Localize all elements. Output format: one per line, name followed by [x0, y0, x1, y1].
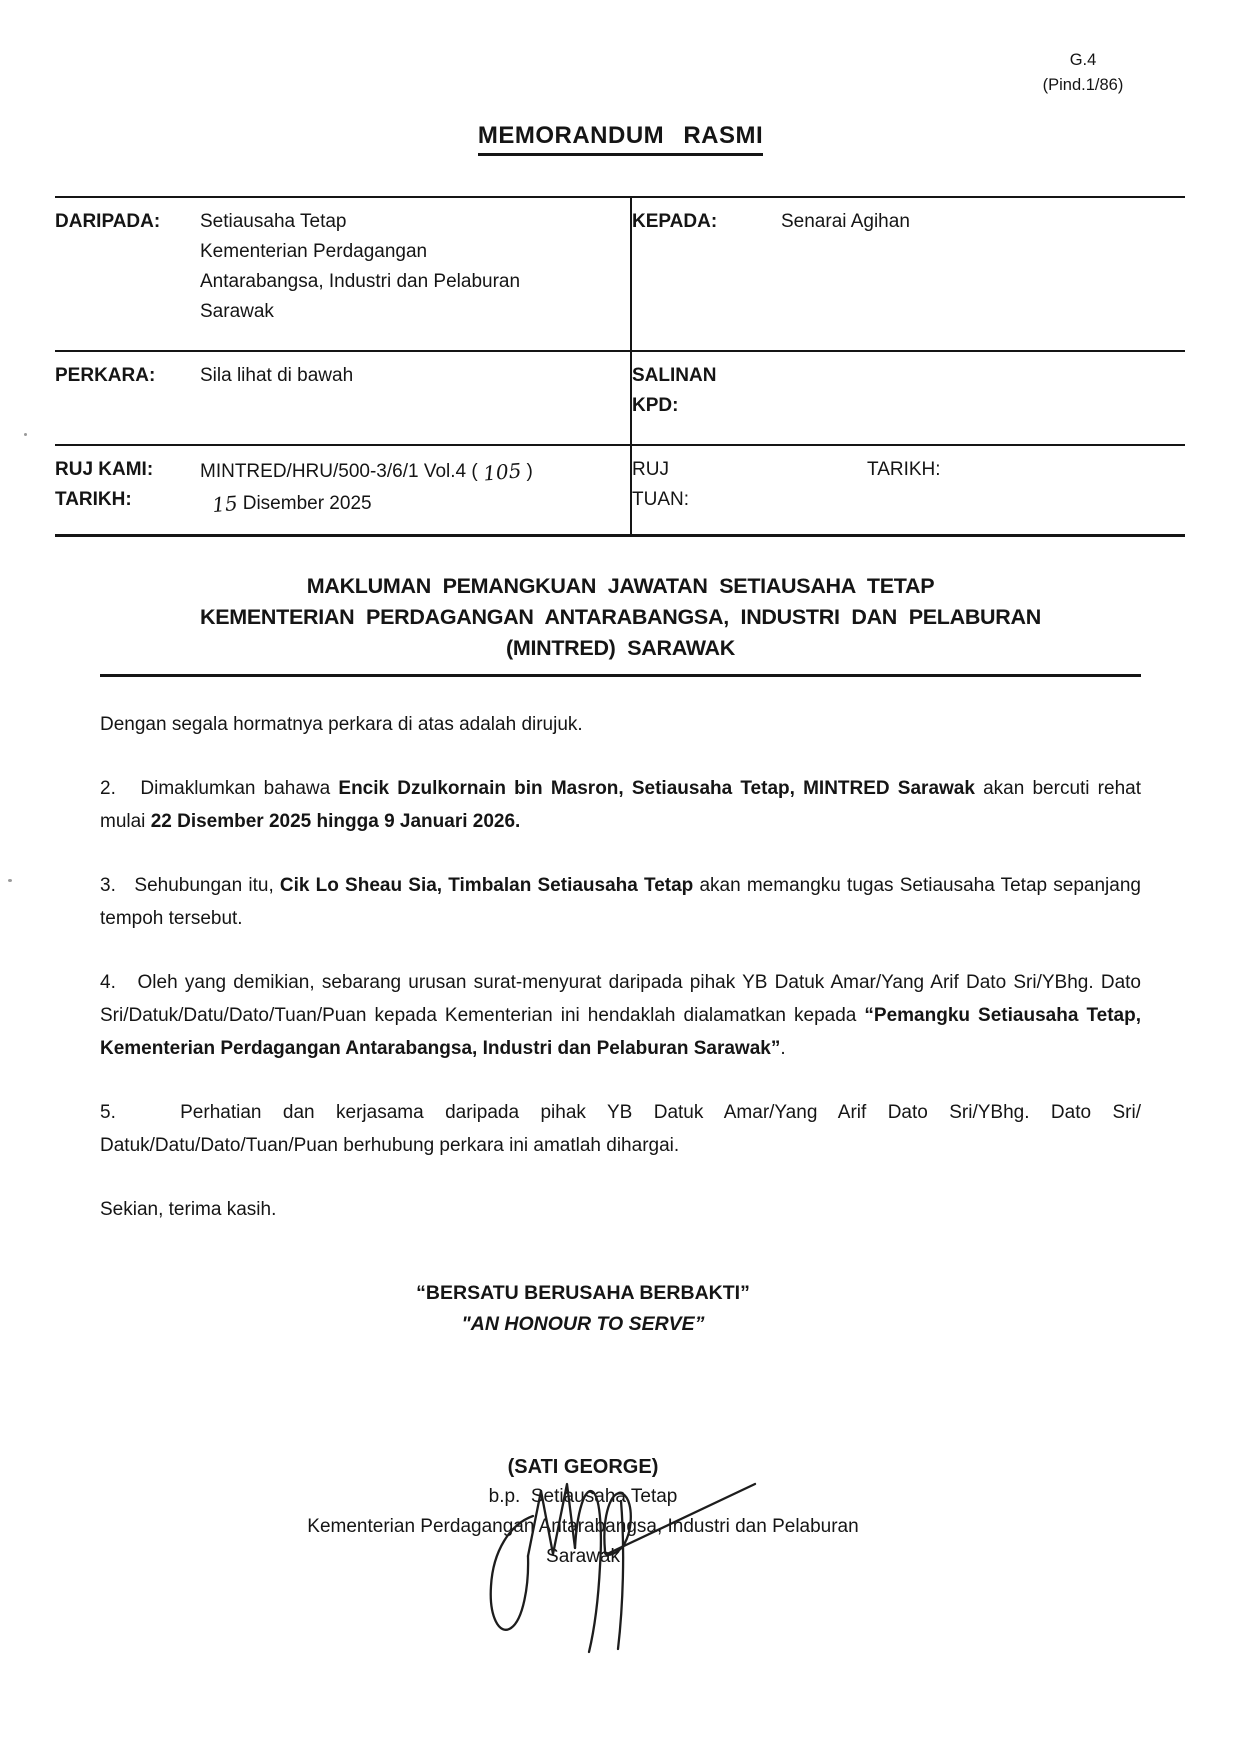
- motto-line2: "AN HONOUR TO SERVE”: [461, 1313, 705, 1335]
- ruj-kami-tarikh-values: [200, 445, 631, 536]
- table-row-ruj-tarikh: [55, 445, 1185, 536]
- subject-line2: KEMENTERIAN PERDAGANGAN ANTARABANGSA, INDUSTRI DAN PELABURAN: [200, 605, 1041, 629]
- signature-org-line: Kementerian Perdagangan Antarabangsa, Industri dan Pelaburan: [307, 1516, 859, 1537]
- daripada-line: Sarawak: [200, 301, 274, 322]
- daripada-line: Kementerian Perdagangan: [200, 241, 428, 262]
- kepada-label: KEPADA:: [631, 197, 781, 351]
- signature-block: [0, 1452, 1241, 1572]
- paragraph-2: 2. Dimaklumkan bahawa Encik Dzulkornain bin Masron, Setiausaha Tetap, MINTRED Sarawak akan bercuti rehat mulai 22 Disember 2025 hingga 9 Januari 2026.: [100, 778, 1141, 832]
- handwritten-reference-number: 105: [482, 458, 523, 486]
- ruj-tuan-label: RUJ TUAN:: [632, 459, 689, 510]
- page-title: MEMORANDUM RASMI: [478, 122, 763, 156]
- paragraph-1: Dengan segala hormatnya perkara di atas adalah dirujuk.: [100, 714, 583, 735]
- scan-artifact: [24, 433, 27, 436]
- daripada-line: Antarabangsa, Industri dan Pelaburan: [200, 271, 521, 292]
- motto-line1: “BERSATU BERUSAHA BERBAKTI”: [416, 1282, 750, 1304]
- tarikh-value: 15 Disember 2025: [200, 487, 626, 519]
- scan-artifact: [8, 879, 12, 882]
- motto: [0, 1278, 1241, 1340]
- tarikh-tuan-label: TARIKH:: [867, 459, 941, 480]
- daripada-value: [200, 197, 631, 351]
- ruj-tuan-cell: [631, 445, 1185, 536]
- subject-line1: MAKLUMAN PEMANGKUAN JAWATAN SETIAUSAHA TETAP: [306, 574, 935, 598]
- signatory-name: (SATI GEORGE): [507, 1456, 659, 1478]
- tarikh-label: TARIKH:: [55, 489, 132, 510]
- daripada-line: Setiausaha Tetap: [200, 211, 347, 232]
- kepada-value: Senarai Agihan: [781, 211, 910, 232]
- ruj-kami-label: RUJ KAMI:: [55, 459, 154, 480]
- ruj-kami-value: MINTRED/HRU/500-3/6/1 Vol.4 ( 105 ): [200, 455, 626, 487]
- subject-heading: [100, 571, 1141, 677]
- form-code-number: G.4: [1069, 51, 1097, 69]
- perkara-value: Sila lihat di bawah: [200, 351, 631, 445]
- paragraph-4: 4. Oleh yang demikian, sebarang urusan surat-menyurat daripada pihak YB Datuk Amar/Yang Arif Dato Sri/YBhg. Dato Sri/Datuk/Datu/Dato/Tuan/Puan kepada Kementerian ini hendaklah dialamatkan kepada “Pemangku Setiausaha Tetap, Kementerian Perdagangan Antarabangsa, Industri dan Pelaburan Sarawak”.: [100, 972, 1141, 1059]
- salinan-label-line2: KPD:: [632, 395, 679, 416]
- signature-org-line2: Sarawak: [546, 1546, 620, 1567]
- salinan-cell: [631, 351, 1185, 445]
- memo-header-table: [55, 196, 1185, 537]
- form-code: [1008, 48, 1158, 98]
- paragraph-3: 3. Sehubungan itu, Cik Lo Sheau Sia, Timbalan Setiausaha Tetap akan memangku tugas Setiausaha Tetap sepanjang tempoh tersebut.: [100, 875, 1141, 929]
- subject-line3: (MINTRED) SARAWAK: [505, 636, 736, 660]
- perkara-label: PERKARA:: [55, 351, 200, 445]
- salinan-label-line1: SALINAN: [632, 365, 717, 386]
- closing-line: Sekian, terima kasih.: [100, 1199, 277, 1220]
- table-row-daripada-kepada: [55, 197, 1185, 351]
- table-row-perkara-salinan: [55, 351, 1185, 445]
- handwritten-day: 15: [211, 490, 239, 518]
- paragraph-5: 5. Perhatian dan kerjasama daripada pihak YB Datuk Amar/Yang Arif Dato Sri/YBhg. Dato Sri/ Datuk/Datu/Dato/Tuan/Puan berhubung perkara ini amatlah dihargai.: [100, 1102, 1141, 1156]
- form-code-revision: (Pind.1/86): [1042, 76, 1124, 94]
- daripada-label: DARIPADA:: [55, 211, 161, 232]
- signature-on-behalf: b.p. Setiausaha Tetap: [488, 1486, 678, 1507]
- ruj-kami-tarikh-labels: [55, 445, 200, 536]
